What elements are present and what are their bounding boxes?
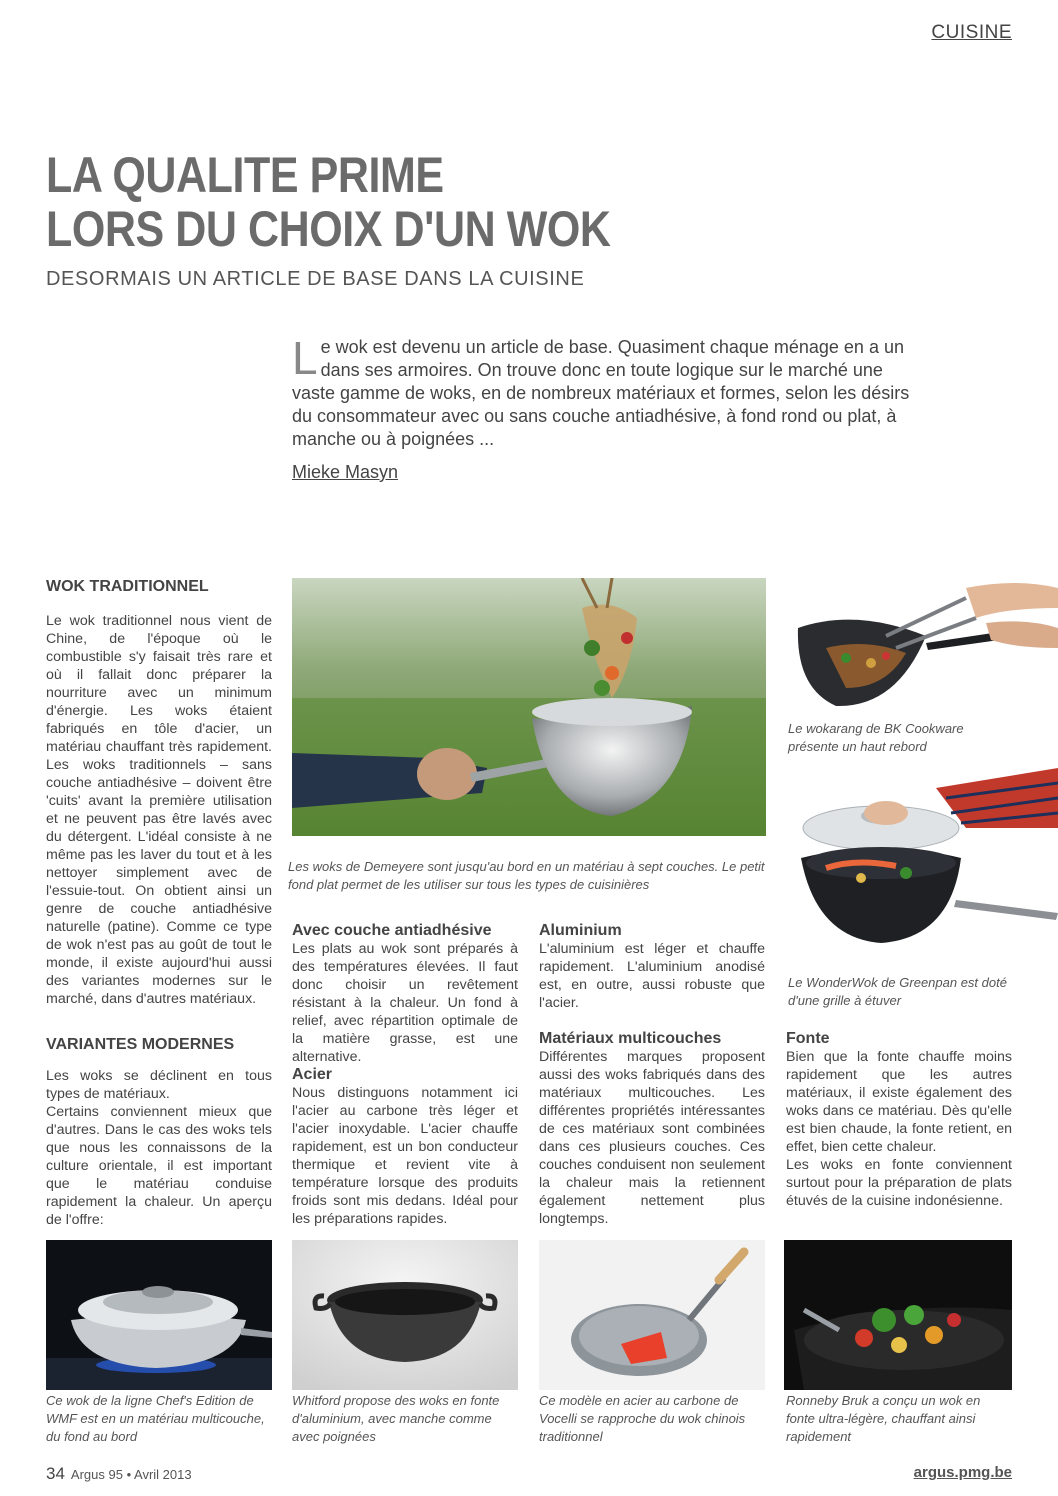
section-nonstick xyxy=(292,922,518,1066)
headline xyxy=(46,148,820,256)
section-steel xyxy=(292,1066,518,1228)
photo-greenpan-wok xyxy=(786,768,1058,968)
photo-vocelli-wok xyxy=(539,1240,765,1390)
photo-whitford-wok xyxy=(292,1240,518,1390)
section-text: Certains conviennent mieux que d'autres. Dans le cas des woks tels que nous les connaissons de la culture orientale, il est important que le matériau conduise rapidement la chaleur. Un aperçu de l'offre: xyxy=(46,1104,272,1228)
section-title: Avec couche antiadhésive xyxy=(292,922,492,939)
lede-paragraph xyxy=(292,332,912,451)
caption-greenpan: Le WonderWok de Greenpan est doté d'une grille à étuver xyxy=(788,975,1007,1008)
section-title: WOK TRADITIONNEL xyxy=(46,578,209,595)
section-multilayer xyxy=(539,1030,765,1228)
caption-wmf: Ce wok de la ligne Chef's Edition de WMF est en un matériau multicouche, du fond au bord xyxy=(46,1393,265,1444)
section-title: Acier xyxy=(292,1066,333,1083)
headline-line-1: LA QUALITE PRIME xyxy=(46,147,444,203)
caption-bk: Le wokarang de BK Cookware présente un haut rebord xyxy=(788,721,964,754)
section-text: Les plats au wok sont préparés à des températures élevées. Il faut donc choisir un revêtement résistant à la chaleur. Un fond à relief, avec répartition optimale de la matière grasse, est une alternative. xyxy=(292,941,518,1065)
lede-text: e wok est devenu un article de base. Quasiment chaque ménage en a un dans ses armoires. On trouve donc en toute logique sur le marché une vaste gamme de woks, en de nombreux matériaux et formes, selon les désirs du consommateur avec ou sans couche antiadhésive, à fond rond ou plat, à manche ou à poignées ... xyxy=(292,337,910,449)
caption-ronneby: Ronneby Bruk a conçu un wok en fonte ultra-légère, chauffant ainsi rapidement xyxy=(786,1393,981,1444)
caption-vocelli: Ce modèle en acier au carbone de Vocelli se rapproche du wok chinois traditionnel xyxy=(539,1393,746,1444)
section-text: Bien que la fonte chauffe moins rapidement que les autres matériaux, il existe également des woks dans ce matériau. Dès qu'elle est bien chaude, la fonte retient, en effet, bien cette chaleur. xyxy=(786,1049,1012,1155)
section-modern xyxy=(46,1036,272,1229)
section-title: Matériaux multicouches xyxy=(539,1030,722,1047)
section-castiron xyxy=(786,1030,1012,1210)
section-title: Aluminium xyxy=(539,922,622,939)
author-byline: Mieke Masyn xyxy=(292,462,399,482)
section-text: Différentes marques proposent aussi des woks fabriqués dans des matériaux multicouches. Les différentes propriétés intéressantes de ces matériaux sont combinées dans ces plusieurs couches. Ces couches conduisent non seulement la chaleur mais la retiennent également nettement plus longtemps. xyxy=(539,1049,765,1227)
photo-bk-wok xyxy=(786,578,1058,716)
page-number: 34 xyxy=(46,1464,65,1483)
section-text: Nous distinguons notamment ici l'acier au carbone très léger et l'acier inoxydable. L'acier chauffe rapidement, est un bon conducteur thermique et revient vite à température lorsque des produits froids sont mis dedans. Idéal pour les préparations rapides. xyxy=(292,1085,518,1227)
section-tag: CUISINE xyxy=(931,22,1012,43)
section-title: VARIANTES MODERNES xyxy=(46,1036,235,1053)
section-text: L'aluminium est léger et chauffe rapidement. L'aluminium anodisé est, en outre, aussi robuste que l'acier. xyxy=(539,941,765,1011)
section-text: Le wok traditionnel nous vient de Chine, de l'époque où le combustible s'y faisait très rare et où il fallait donc préparer la nourriture avec un minimum d'énergie. Les woks étaient fabriqués en tôle d'acier, un matériau chauffant très rapidement. Les woks traditionnels – sans couche antiadhésive – doivent être 'cuits' avant la première utilisation et ne peuvent pas être lavés avec du détergent. L'idéal consiste à ne même pas les laver du tout et à les nettoyer simplement avec de l'essuie-tout. On obtient ainsi un genre de couche antiadhésive naturelle (patine). Comme ce type de wok n'est pas au goût de tout le monde, il existe aujourd'hui aussi des variantes modernes sur le marché, dans d'autres matériaux. xyxy=(46,613,272,1007)
section-text: Les woks se déclinent en tous types de matériaux. xyxy=(46,1068,272,1102)
headline-line-2: LORS DU CHOIX D'UN WOK xyxy=(46,201,611,257)
section-aluminium xyxy=(539,922,765,1012)
footer-website-link[interactable]: argus.pmg.be xyxy=(913,1464,1012,1481)
photo-ronneby-wok xyxy=(784,1240,1012,1390)
caption-whitford: Whitford propose des woks en fonte d'aluminium, avec manche comme avec poignées xyxy=(292,1393,500,1444)
section-title: Fonte xyxy=(786,1030,830,1047)
dropcap: L xyxy=(292,332,318,384)
issue-label: Argus 95 • Avril 2013 xyxy=(70,1467,192,1482)
section-text: Les woks en fonte conviennent surtout pour la préparation de plats étuvés de la cuisine indonésienne. xyxy=(786,1157,1012,1209)
subheadline: DESORMAIS UN ARTICLE DE BASE DANS LA CUISINE xyxy=(46,268,585,290)
caption-demeyere: Les woks de Demeyere sont jusqu'au bord en un matériau à sept couches. Le petit fond plat permet de les utiliser sur tous les types de cuisinières xyxy=(288,859,765,892)
section-traditional xyxy=(46,578,272,1008)
photo-demeyere-wok xyxy=(292,578,766,836)
photo-wmf-wok xyxy=(46,1240,272,1390)
footer-issue xyxy=(46,1464,192,1484)
